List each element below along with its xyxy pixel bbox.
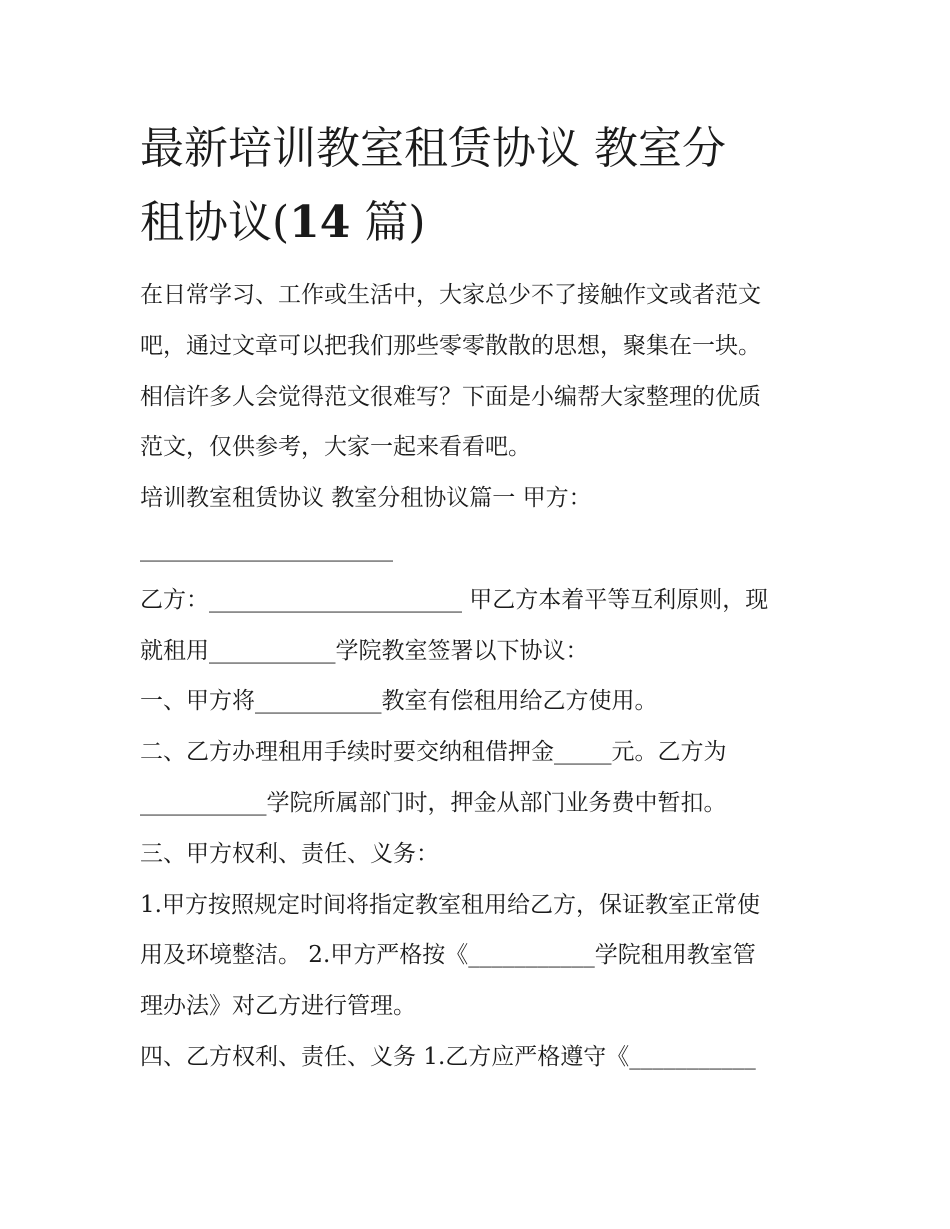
party-b-line: 乙方：______________________ 甲乙方本着平等互利原则，现 xyxy=(140,586,769,613)
clause-3-item-1-line-2: 用及环境整洁。 2.甲方严格按《___________学院租用教室管 xyxy=(140,942,756,969)
intro-line-1: 在日常学习、工作或生活中，大家总少不了接触作文或者范文 xyxy=(140,282,761,308)
clause-3-item-2-line: 理办法》对乙方进行管理。 xyxy=(140,993,416,1020)
rental-purpose-line: 就租用___________学院教室签署以下协议： xyxy=(140,637,589,664)
intro-line-3: 相信许多人会觉得范文很难写？下面是小编帮大家整理的优质 xyxy=(140,383,761,410)
clause-4-line: 四、乙方权利、责任、义务 1.乙方应严格遵守《___________ xyxy=(140,1043,756,1070)
agreement-heading-line: 培训教室租赁协议 教室分租协议篇一 甲方： xyxy=(140,485,592,512)
intro-line-4: 范文，仅供参考，大家一起来看看吧。 xyxy=(140,434,531,461)
title-line-2-end: 篇) xyxy=(350,197,426,248)
party-a-blank-line: ______________________ xyxy=(140,535,393,562)
document-content xyxy=(140,112,820,1083)
intro-line-2: 吧，通过文章可以把我们那些零零散散的思想，聚集在一块。 xyxy=(140,332,761,359)
clause-3-heading: 三、甲方权利、责任、义务： xyxy=(140,840,439,867)
clause-2-line-2: ___________学院所属部门时，押金从部门业务费中暂扣。 xyxy=(140,789,727,816)
title-count: 14 xyxy=(289,197,351,248)
title-line-2-start: 租协议( xyxy=(140,197,290,248)
clause-3-item-1-line-1: 1.甲方按照规定时间将指定教室租用给乙方，保证教室正常使 xyxy=(140,891,760,918)
clause-1-line: 一、甲方将___________教室有偿租用给乙方使用。 xyxy=(140,688,658,715)
clause-2-line-1: 二、乙方办理租用手续时要交纳租借押金_____元。乙方为 xyxy=(140,739,727,766)
document-title xyxy=(140,112,820,260)
title-line-1: 最新培训教室租赁协议 教室分 xyxy=(140,123,726,174)
